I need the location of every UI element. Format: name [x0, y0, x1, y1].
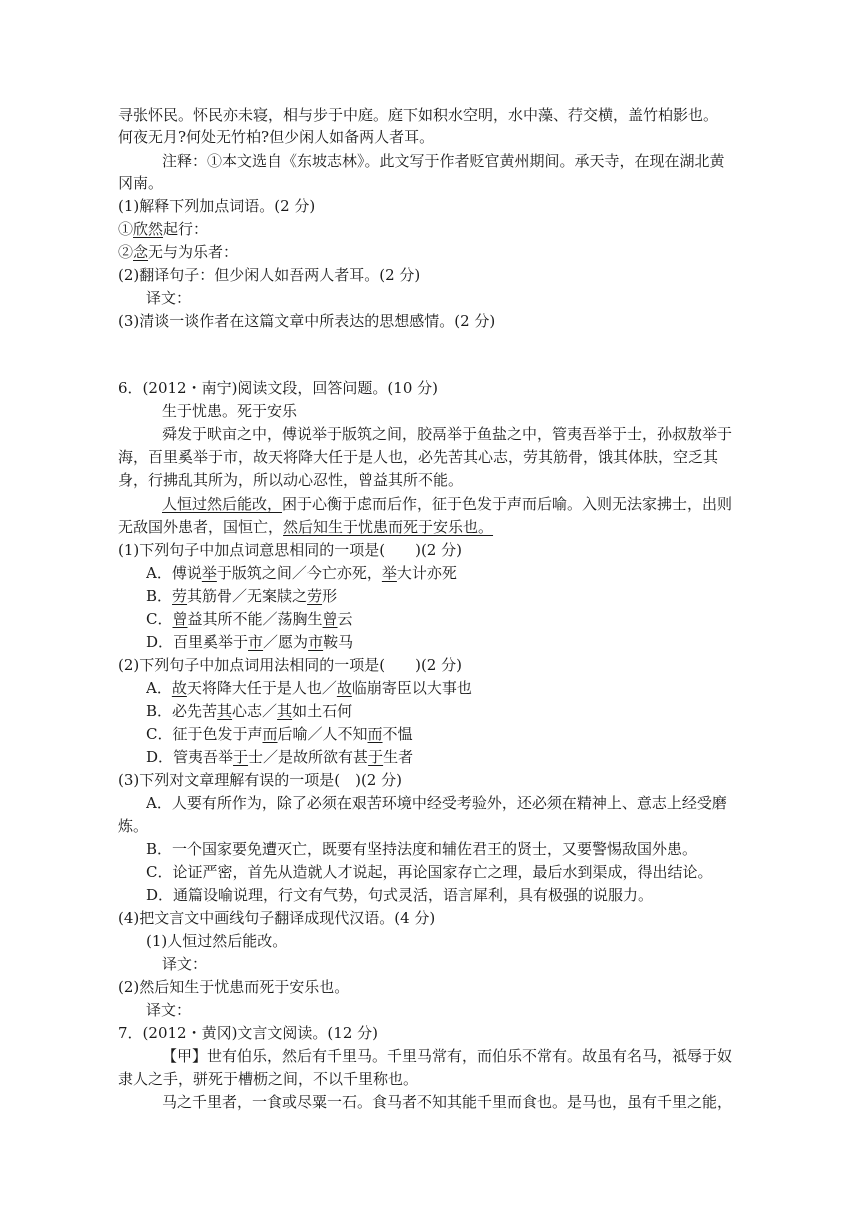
opt-text: 云: [337, 610, 353, 628]
dotted-word: 其: [217, 702, 233, 720]
question-header: 7．(2012・黄冈)文言文阅读。(12 分): [118, 1024, 378, 1042]
passage-text: 困于心衡于虑而后作，征于色发于声而后喻。入则无法家拂士，出则: [282, 495, 733, 513]
opt-text: D．百里奚举于: [146, 633, 249, 651]
underlined-sentence: 然后知生于忧患而死于安乐也。: [283, 518, 494, 536]
opt-text: 其筋骨／无案牍之: [187, 587, 308, 605]
dotted-word: 市: [248, 633, 264, 651]
passage-line: 舜发于畎亩之中，傅说举于版筑之间，胶鬲举于鱼盐之中，管夷吾举于士，孙叔敖举于: [162, 425, 733, 443]
opt-text: B．必先苦: [146, 702, 218, 720]
option-A: [146, 677, 771, 699]
passage-title: 生于忧患。死于安乐: [162, 402, 298, 420]
passage-line: 【甲】世有伯乐，然后有千里马。千里马常有，而伯乐不常有。故虽有名马，祗辱于奴: [162, 1047, 733, 1065]
passage-line: 何夜无月?何处无竹柏?但少闲人如备两人者耳。: [118, 128, 435, 146]
opt-text: 后喻／人不知: [277, 725, 368, 743]
opt-text: 于版筑之间／今亡亦死，: [216, 564, 382, 582]
opt-text: 益其所不能／荡胸生: [187, 610, 323, 628]
option-C: [146, 723, 771, 745]
dotted-word: 举: [201, 564, 217, 582]
option-B: B．一个国家要免遭灭亡，既要有坚持法度和辅佐君王的贤士，又要警惕敌国外患。: [146, 840, 698, 858]
dotted-word: 其: [277, 702, 293, 720]
question-header: 6．(2012・南宁)阅读文段，回答问题。(10 分): [118, 379, 438, 397]
note-line: 注释：①本文选自《东坡志林》。此文写于作者贬官黄州期间。承天寺，在现在湖北黄: [162, 152, 725, 170]
passage-line: [118, 516, 743, 538]
sub-text: 起行：: [163, 220, 209, 238]
answer-label: 译文：: [146, 1001, 192, 1019]
opt-text: 生者: [383, 748, 414, 766]
dotted-word: 于: [368, 748, 384, 766]
sub-question: [118, 218, 743, 240]
passage-line: 隶人之手，骈死于槽枥之间，不以千里称也。: [118, 1070, 419, 1088]
opt-text: C．: [146, 610, 173, 628]
opt-text: 临崩寄臣以大事也: [351, 679, 472, 697]
sub-question: (1)人恒过然后能改。: [146, 932, 288, 950]
opt-text: 形: [322, 587, 338, 605]
sub-num: ②: [118, 243, 134, 261]
opt-text: B．: [146, 587, 173, 605]
option-B: [146, 585, 771, 607]
option-C: [146, 608, 771, 630]
sub-text: 无与为乐者：: [148, 243, 239, 261]
dotted-word: 故: [336, 679, 352, 697]
option-C: C．论证严密，首先从造就人才说起，再论国家存亡之理，最后水到渠成，得出结论。: [146, 863, 713, 881]
question-line: (3)清谈一谈作者在这篇文章中所表达的思想感情。(2 分): [118, 312, 496, 330]
opt-text: C．征于色发于声: [146, 725, 263, 743]
sub-question: [118, 241, 743, 263]
opt-text: ／愿为: [263, 633, 309, 651]
answer-label: 译文：: [146, 289, 192, 307]
question-line: (2)翻译句子：但少闲人如吾两人者耳。(2 分): [118, 266, 421, 284]
dotted-word: 劳: [172, 587, 188, 605]
opt-text: 心志／: [232, 702, 278, 720]
dotted-word: 而: [367, 725, 383, 743]
sub-num: ①: [118, 220, 134, 238]
question-line: (3)下列对文章理解有误的一项是( )(2 分): [118, 771, 402, 789]
opt-text: D．管夷吾举: [146, 748, 234, 766]
passage-line: 海，百里奚举于市，故天将降大任于是人也，必先苦其心志，劳其筋骨，饿其体肤，空乏其: [118, 448, 719, 466]
option-D: [146, 631, 771, 653]
option-A: [146, 562, 771, 584]
dotted-word: 欣然: [133, 220, 164, 238]
opt-text: A．: [146, 679, 172, 697]
passage-line: 身，行拂乱其所为，所以动心忍性，曾益其所不能。: [118, 471, 464, 489]
passage-line: 寻张怀民。怀民亦未寝，相与步于中庭。庭下如积水空明，水中藻、荇交横，盖竹柏影也。: [118, 106, 719, 124]
question-line: (1)下列句子中加点词意思相同的一项是( )(2 分): [118, 541, 462, 559]
dotted-word: 曾: [172, 610, 188, 628]
opt-text: A．傅说: [146, 564, 202, 582]
question-line: (1)解释下列加点词语。(2 分): [118, 197, 316, 215]
dotted-word: 市: [308, 633, 324, 651]
opt-text: 天将降大任于是人也／: [186, 679, 337, 697]
answer-label: 译文：: [162, 955, 208, 973]
dotted-word: 故: [171, 679, 187, 697]
option-D: D．通篇设喻说理，行文有气势，句式灵活，语言犀利，具有极强的说服力。: [146, 886, 654, 904]
opt-text: 鞍马: [323, 633, 354, 651]
dotted-word: 举: [381, 564, 397, 582]
question-line: (4)把文言文中画线句子翻译成现代汉语。(4 分): [118, 909, 436, 927]
dotted-word: 而: [262, 725, 278, 743]
dotted-word: 念: [133, 243, 149, 261]
option-A-cont: 炼。: [118, 817, 149, 835]
option-A: A．人要有所作为，除了必须在艰苦环境中经受考验外，还必须在精神上、意志上经受磨: [146, 794, 727, 812]
option-D: [146, 746, 771, 768]
opt-text: 如土石何: [292, 702, 353, 720]
note-line: 冈南。: [118, 174, 164, 192]
passage-text: 无敌国外患者，国恒亡，: [118, 518, 284, 536]
passage-line: [162, 493, 787, 515]
opt-text: 士／是故所欲有甚: [248, 748, 369, 766]
dotted-word: 劳: [307, 587, 323, 605]
question-line: (2)下列句子中加点词用法相同的一项是( )(2 分): [118, 656, 462, 674]
opt-text: 大计亦死: [396, 564, 457, 582]
option-B: [146, 700, 771, 722]
underlined-sentence: 人恒过然后能改，: [162, 495, 283, 513]
sub-question: (2)然后知生于忧患而死于安乐也。: [118, 978, 350, 996]
opt-text: 不愠: [382, 725, 413, 743]
passage-line: 马之千里者，一食或尽粟一石。食马者不知其能千里而食也。是马也，虽有千里之能，: [162, 1093, 733, 1111]
dotted-word: 于: [233, 748, 249, 766]
dotted-word: 曾: [322, 610, 338, 628]
